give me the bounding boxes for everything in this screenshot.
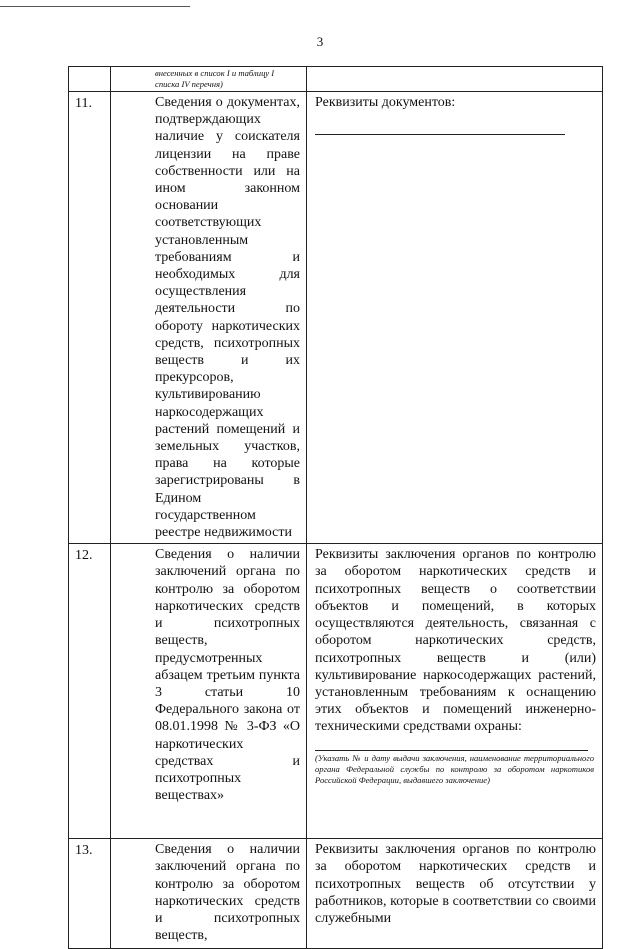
row-note: (Указать № и дату выдачи заключения, наименование территориального органа Федеральной службы по контролю за оборотом наркотиков Российской Федерации, выдавшего заключение) bbox=[315, 752, 594, 785]
row-description: Сведения о наличии заключений органа по контролю за оборотом наркотических средств и психотропных веществ, предусмотренных абзацем третьим пункта 3 статьи 10 Федерального закона от 08.01.1998 № 3-ФЗ «О наркотических средствах и психотропных веществах» bbox=[155, 547, 300, 804]
table-row-continuation bbox=[69, 67, 603, 92]
row-requisites: Реквизиты заключения органов по контролю за оборотом наркотических средств и психотропных веществ об отсутствии у работников, которые в соответствии со своими служебными bbox=[315, 842, 596, 927]
form-table bbox=[68, 66, 603, 949]
row-requisites: Реквизиты документов: bbox=[315, 95, 456, 110]
continuation-text: внесенных в список I и таблицу I списка IV перечня) bbox=[155, 68, 275, 89]
row-description: Сведения о наличии заключений органа по контролю за оборотом наркотических средств и психотропных веществ, bbox=[155, 842, 300, 944]
requisites-input-line bbox=[315, 134, 565, 135]
row-description: Сведения о документах, подтверждающих наличие у соискателя лицензии на праве собственности или на ином законном основании соответствующих установленным требованиям и необходимых для осуществления деятельности по обороту наркотических средств, психотропных веществ и их прекурсоров, культивированию наркосодержащих растений помещений и земельных участков, права на которые зарегистрированы в Едином государственном реестре недвижимости bbox=[155, 95, 300, 541]
note-input-line bbox=[315, 750, 588, 751]
row-number: 12. bbox=[75, 548, 93, 564]
table-row-11 bbox=[69, 92, 603, 544]
row-number: 13. bbox=[75, 843, 93, 859]
table-row-13 bbox=[69, 839, 603, 949]
table-row-12 bbox=[69, 544, 603, 839]
row-requisites: Реквизиты заключения органов по контролю за оборотом наркотических средств и психотропных веществ о соответствии объектов и помещений, в которых осуществляются деятельность, связанная с оборотом наркотических средств, психотропных веществ и (или) культивирование наркосодержащих растений, установленным требованиям к оснащению этих объектов и помещений инженерно-техническими средствами охраны: bbox=[315, 547, 596, 735]
page-number: 3 bbox=[316, 34, 324, 49]
header-rule bbox=[0, 6, 190, 7]
row-number: 11. bbox=[75, 96, 92, 111]
